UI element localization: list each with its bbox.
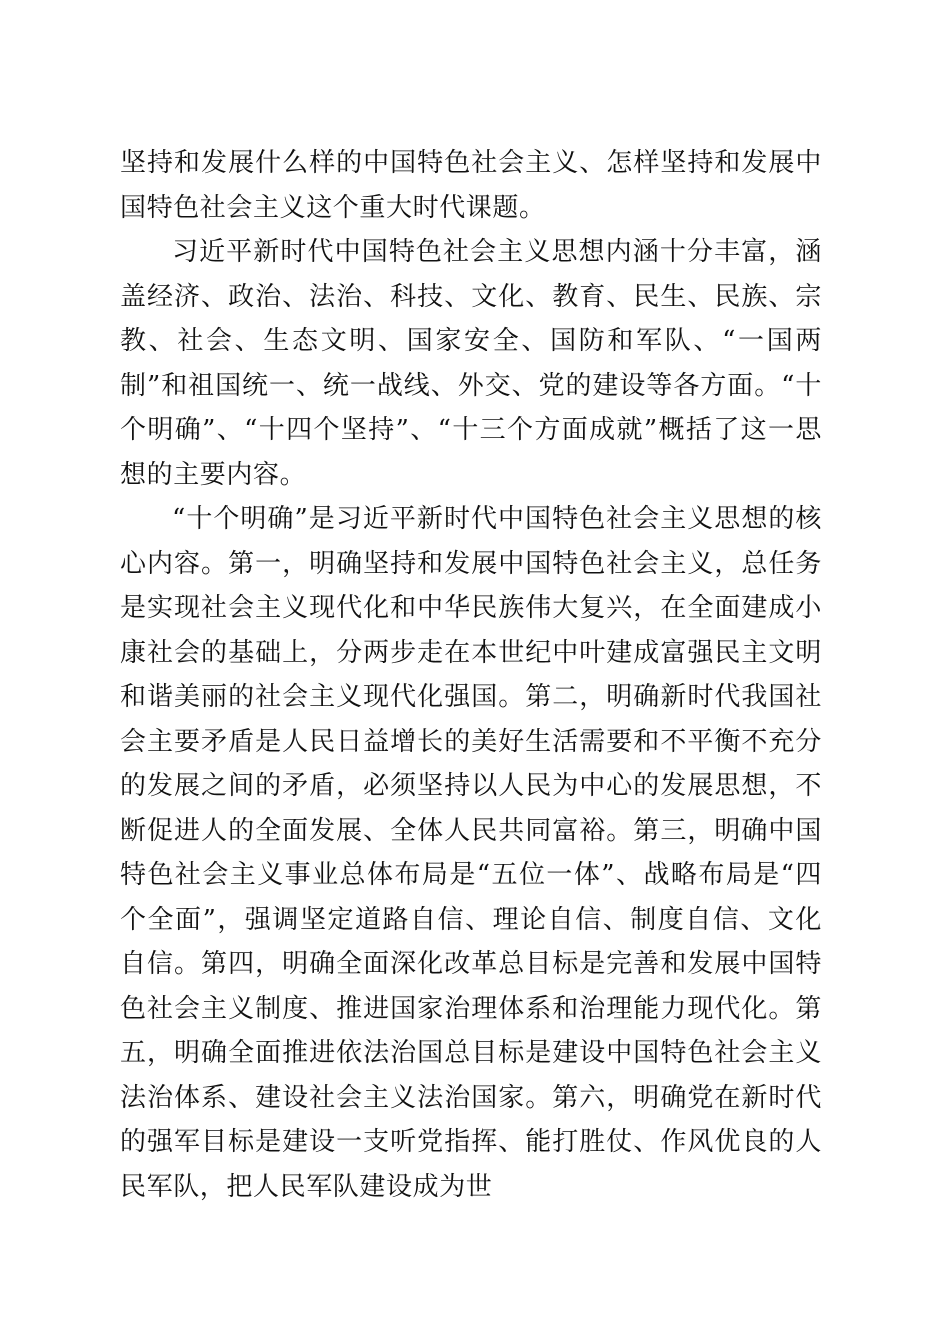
paragraph-ten-clarifications: “十个明确”是习近平新时代中国特色社会主义思想的核心内容。第一，明确坚持和发展中国特色社会主义，总任务是实现社会主义现代化和中华民族伟大复兴，在全面建成小康社会的基础上，分两步走在本世纪中叶建成富强民主文明和谐美丽的社会主义现代化强国。第二，明确新时代我国社会主要矛盾是人民日益增长的美好生活需要和不平衡不充分的发展之间的矛盾，必须坚持以人民为中心的发展思想，不断促进人的全面发展、全体人民共同富裕。第三，明确中国特色社会主义事业总体布局是“五位一体”、战略布局是“四个全面”，强调坚定道路自信、理论自信、制度自信、文化自信。第四，明确全面深化改革总目标是完善和发展中国特色社会主义制度、推进国家治理体系和治理能力现代化。第五，明确全面推进依法治国总目标是建设中国特色社会主义法治体系、建设社会主义法治国家。第六，明确党在新时代的强军目标是建设一支听党指挥、能打胜仗、作风优良的人民军队，把人民军队建设成为世 [120, 504, 822, 1202]
paragraph-thought-content: 习近平新时代中国特色社会主义思想内涵十分丰富，涵盖经济、政治、法治、科技、文化、教育、民生、民族、宗教、社会、生态文明、国家安全、国防和军队、“一国两制”和祖国统一、统一战线、外交、党的建设等各方面。“十个明确”、“十四个坚持”、“十三个方面成就”概括了这一思想的主要内容。 [120, 237, 822, 490]
paragraph-continuation: 坚持和发展什么样的中国特色社会主义、怎样坚持和发展中国特色社会主义这个重大时代课题。 [120, 148, 822, 223]
document-body [120, 141, 822, 1209]
